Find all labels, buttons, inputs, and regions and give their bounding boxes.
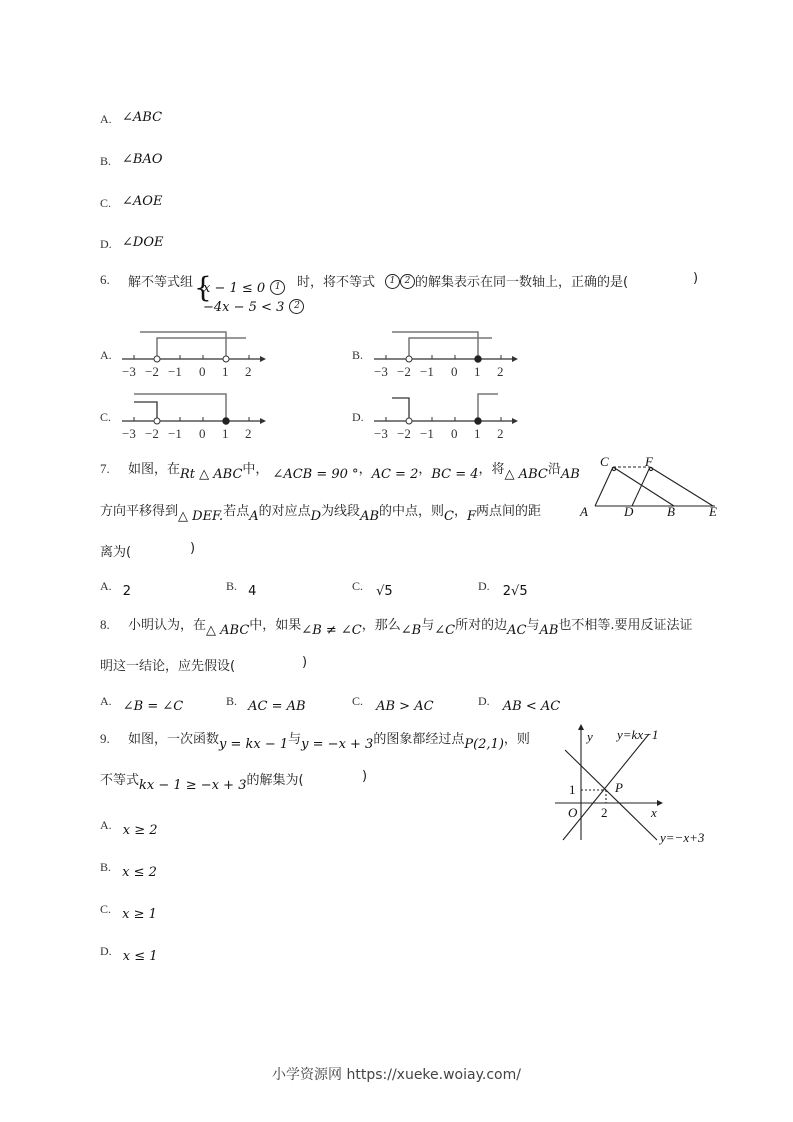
question-line-3: 离为( [100, 545, 132, 560]
svg-text:−1: −1 [420, 364, 434, 379]
option-text: ∠DOE [122, 235, 164, 250]
svg-text:C: C [600, 455, 609, 469]
question-number: 6. [100, 272, 110, 287]
option-label: D. [100, 237, 112, 251]
circled-marks: 1 2 [385, 271, 415, 290]
answer-paren-close: ) [693, 271, 699, 286]
q9-option-c[interactable]: C. $_{x \ge 1}$ [100, 902, 157, 922]
number-line-a [120, 330, 270, 380]
q5-option-a[interactable] [100, 108, 163, 127]
q9-option-d[interactable]: D. $_{x \le 1}$ [100, 944, 158, 964]
question-line-2: 不等式$_{kx - 1 \ge -x + 3}$的解集为( [100, 773, 304, 793]
svg-text:P: P [615, 780, 623, 795]
svg-text:−3: −3 [374, 426, 388, 441]
svg-text:1: 1 [222, 426, 229, 441]
q5-option-c[interactable] [100, 192, 163, 211]
option-label: C. [100, 196, 112, 210]
q8-option-a[interactable]: A. $_{\angle B = \angle C}$ [100, 694, 184, 714]
answer-paren-close: ) [362, 769, 368, 784]
svg-text:0: 0 [451, 426, 458, 441]
svg-text:−1: −1 [168, 364, 182, 379]
svg-text:y: y [587, 729, 593, 744]
svg-text:−2: −2 [145, 426, 159, 441]
inequality-2: −4x − 5 < 3 2 [203, 296, 304, 315]
svg-text:F: F [645, 455, 653, 469]
svg-text:−3: −3 [122, 364, 136, 379]
inequality-1: x − 1 ≤ 0 1 [203, 277, 285, 296]
circled-mark: 1 [270, 280, 285, 295]
option-label: C. [100, 410, 112, 424]
question-line-1: 如图，一次函数$_{y = kx - 1}$与$_{y = -x + 3}$的图象都经过点$_{P(2,1)}$，则 [128, 732, 530, 752]
q5-option-b[interactable] [100, 150, 163, 169]
q5-option-d[interactable] [100, 233, 164, 252]
svg-text:B: B [667, 504, 675, 519]
svg-text:y=kx−1: y=kx−1 [617, 727, 659, 742]
q6-option-a[interactable] [100, 330, 280, 380]
q6-option-d[interactable] [352, 392, 532, 442]
q7-option-b[interactable]: B. $_4$ [226, 579, 257, 599]
q7-triangle-figure [575, 455, 725, 520]
question-line-2: 方向平移得到$_{\triangle DEF.}$若点$_A$的对应点$_D$为线段$_{AB}$的中点，则$_C$，$_F$两点间的距 [100, 504, 542, 524]
svg-text:−3: −3 [122, 426, 136, 441]
option-label: B. [100, 154, 112, 168]
question-number: 7. [100, 461, 110, 476]
question-line-2: 明这一结论，应先假设( [100, 659, 236, 674]
svg-text:0: 0 [451, 364, 458, 379]
svg-text:2: 2 [245, 364, 252, 379]
question-number: 8. [100, 617, 110, 632]
footer-watermark: 小学资源网 https://xueke.woiay.com/ [272, 1067, 521, 1083]
q7-option-d[interactable]: D. $_{2√5}$ [478, 579, 528, 599]
svg-text:−1: −1 [168, 426, 182, 441]
svg-text:−2: −2 [397, 364, 411, 379]
svg-text:−3: −3 [374, 364, 388, 379]
svg-text:2: 2 [497, 364, 504, 379]
svg-text:1: 1 [222, 364, 229, 379]
option-text: ∠ABC [122, 110, 163, 125]
q6-option-b[interactable] [352, 330, 532, 380]
number-line-b [372, 330, 522, 380]
option-label: A. [100, 112, 112, 126]
svg-text:2: 2 [497, 426, 504, 441]
option-label: A. [100, 348, 112, 362]
option-label: D. [352, 410, 364, 424]
question-line-1: 小明认为，在$_{\triangle ABC}$中，如果$_{\angle B \ne \angle C}$，那么$_{\angle B}$与$_{\angle C}$所对的边$_{AC}$与$_{AB}$也不相等.要用反证法证 [128, 618, 693, 638]
q7-option-c[interactable]: C. $_{√5}$ [352, 579, 393, 599]
number-line-c [120, 392, 270, 442]
svg-text:0: 0 [199, 426, 206, 441]
question-number: 9. [100, 731, 110, 746]
question-line-1: 如图，在$_{Rt \triangle ABC}$中， $_{\angle ACB = 90 ^\circ}$，$_{AC = 2}$，$_{BC = 4}$，将$_{\triangle ABC}$沿$_{AB}$ [128, 462, 580, 482]
circled-mark: 2 [289, 299, 304, 314]
q8-option-d[interactable]: D. $_{AB < AC}$ [478, 694, 561, 714]
q9-option-b[interactable]: B. $_{x \le 2}$ [100, 860, 157, 880]
number-line-d [372, 392, 522, 442]
svg-text:1: 1 [474, 426, 481, 441]
svg-text:A: A [580, 504, 588, 519]
svg-text:2: 2 [601, 805, 608, 820]
svg-text:−2: −2 [145, 364, 159, 379]
option-text: ∠AOE [122, 194, 163, 209]
q8-option-c[interactable]: C. $_{AB > AC}$ [352, 694, 434, 714]
q8-option-b[interactable]: B. $_{AC = AB}$ [226, 694, 306, 714]
question-text: 解不等式组 [128, 275, 194, 290]
q9-option-a[interactable]: A. $_{x \ge 2}$ [100, 818, 158, 838]
svg-text:O: O [568, 805, 578, 820]
svg-text:D: D [624, 504, 634, 519]
svg-text:−2: −2 [397, 426, 411, 441]
answer-paren-close: ) [190, 541, 196, 556]
svg-text:0: 0 [199, 364, 206, 379]
q7-option-a[interactable]: A. $_2$ [100, 579, 132, 599]
q9-graph-figure [545, 722, 730, 850]
option-text: ∠BAO [122, 152, 163, 167]
brace: { [194, 271, 212, 304]
answer-paren-close: ) [302, 655, 308, 670]
svg-text:x: x [651, 805, 657, 820]
question-text: 的解集表示在同一数轴上，正确的是( [415, 275, 629, 290]
svg-text:y=−x+3: y=−x+3 [660, 830, 705, 845]
svg-text:1: 1 [569, 782, 576, 797]
option-label: B. [352, 348, 364, 362]
svg-text:2: 2 [245, 426, 252, 441]
q6-option-c[interactable] [100, 392, 280, 442]
question-text: 时，将不等式 [297, 275, 376, 290]
svg-text:−1: −1 [420, 426, 434, 441]
svg-text:1: 1 [474, 364, 481, 379]
svg-text:E: E [709, 504, 717, 519]
